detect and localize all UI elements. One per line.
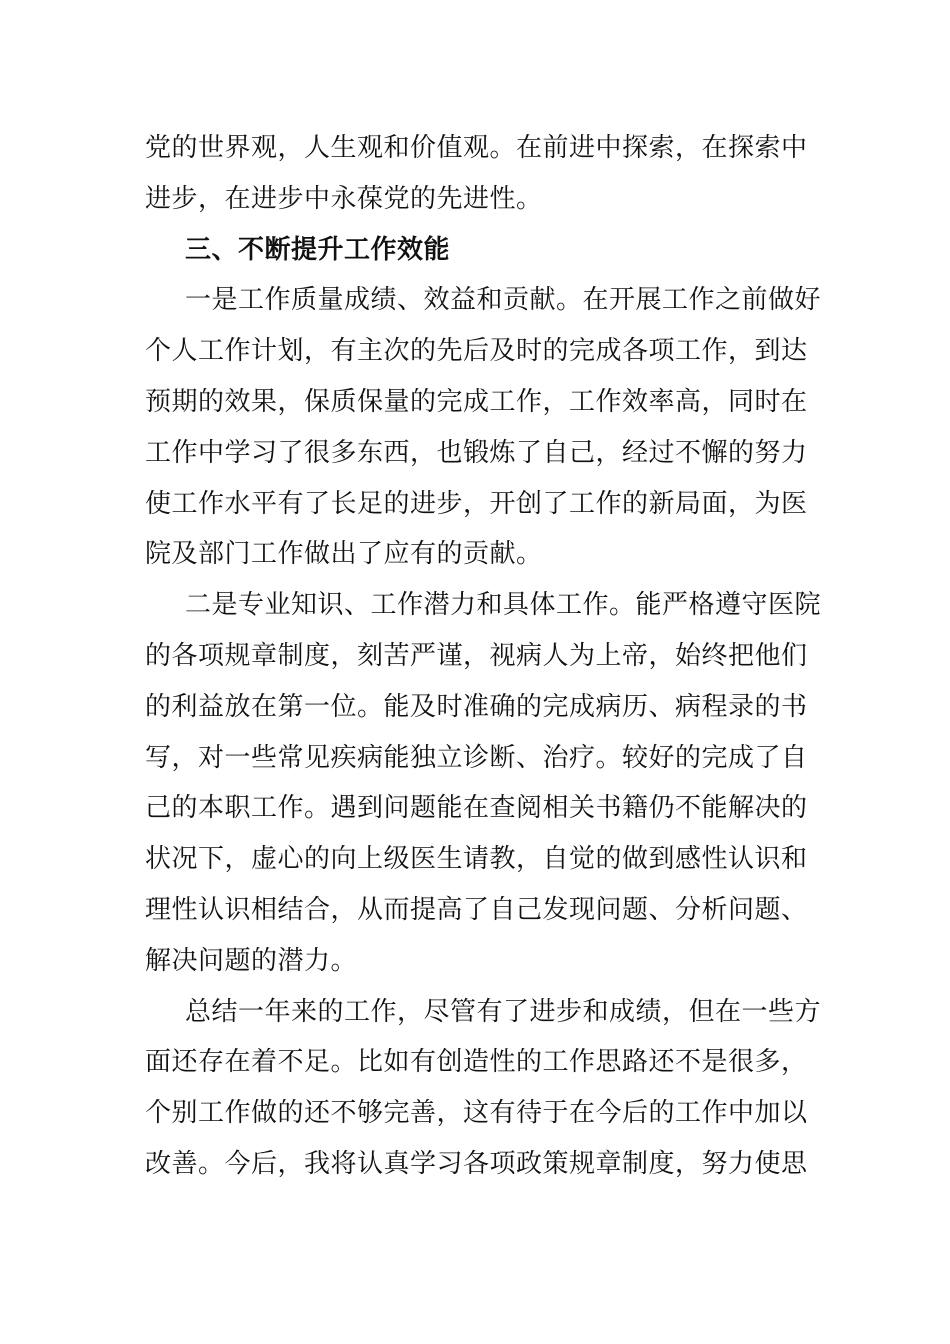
paragraph-line: 工作中学习了很多东西，也锻炼了自己，经过不懈的努力 (145, 437, 808, 468)
paragraph-line: 总结一年来的工作，尽管有了进步和成绩，但在一些方 (185, 996, 822, 1027)
paragraph-line: 预期的效果，保质保量的完成工作，工作效率高，同时在 (145, 386, 808, 417)
paragraph-line: 状况下，虚心的向上级医生请教，自觉的做到感性认识和 (145, 844, 808, 875)
document-body (145, 123, 822, 1190)
paragraph-line: 进步，在进步中永葆党的先进性。 (145, 183, 543, 214)
paragraph-line: 面还存在着不足。比如有创造性的工作思路还不是很多， (145, 1047, 808, 1078)
paragraph-line: 的利益放在第一位。能及时准确的完成病历、病程录的书 (145, 691, 808, 722)
paragraph-line: 二是专业知识、工作潜力和具体工作。能严格遵守医院 (185, 590, 822, 621)
paragraph-line: 党的世界观，人生观和价值观。在前进中探索，在探索中 (145, 133, 808, 163)
paragraph-line: 改善。今后，我将认真学习各项政策规章制度，努力使思 (145, 1148, 808, 1179)
paragraph-line: 个人工作计划，有主次的先后及时的完成各项工作，到达 (145, 336, 808, 367)
paragraph-line: 写，对一些常见疾病能独立诊断、治疗。较好的完成了自 (145, 742, 808, 773)
paragraph-line: 院及部门工作做出了应有的贡献。 (145, 539, 543, 570)
paragraph-line: 的各项规章制度，刻苦严谨，视病人为上帝，始终把他们 (145, 640, 808, 671)
paragraph-line: 个别工作做的还不够完善，这有待于在今后的工作中加以 (145, 1098, 808, 1129)
paragraph-line: 一是工作质量成绩、效益和贡献。在开展工作之前做好 (185, 285, 822, 316)
paragraph-line: 使工作水平有了长足的进步，开创了工作的新局面，为医 (145, 488, 808, 519)
paragraph-line: 理性认识相结合，从而提高了自己发现问题、分析问题、 (145, 894, 808, 925)
paragraph-line: 己的本职工作。遇到问题能在查阅相关书籍仍不能解决的 (145, 793, 808, 824)
section-heading: 三、不断提升工作效能 (185, 234, 451, 265)
paragraph-line: 解决问题的潜力。 (145, 945, 358, 976)
